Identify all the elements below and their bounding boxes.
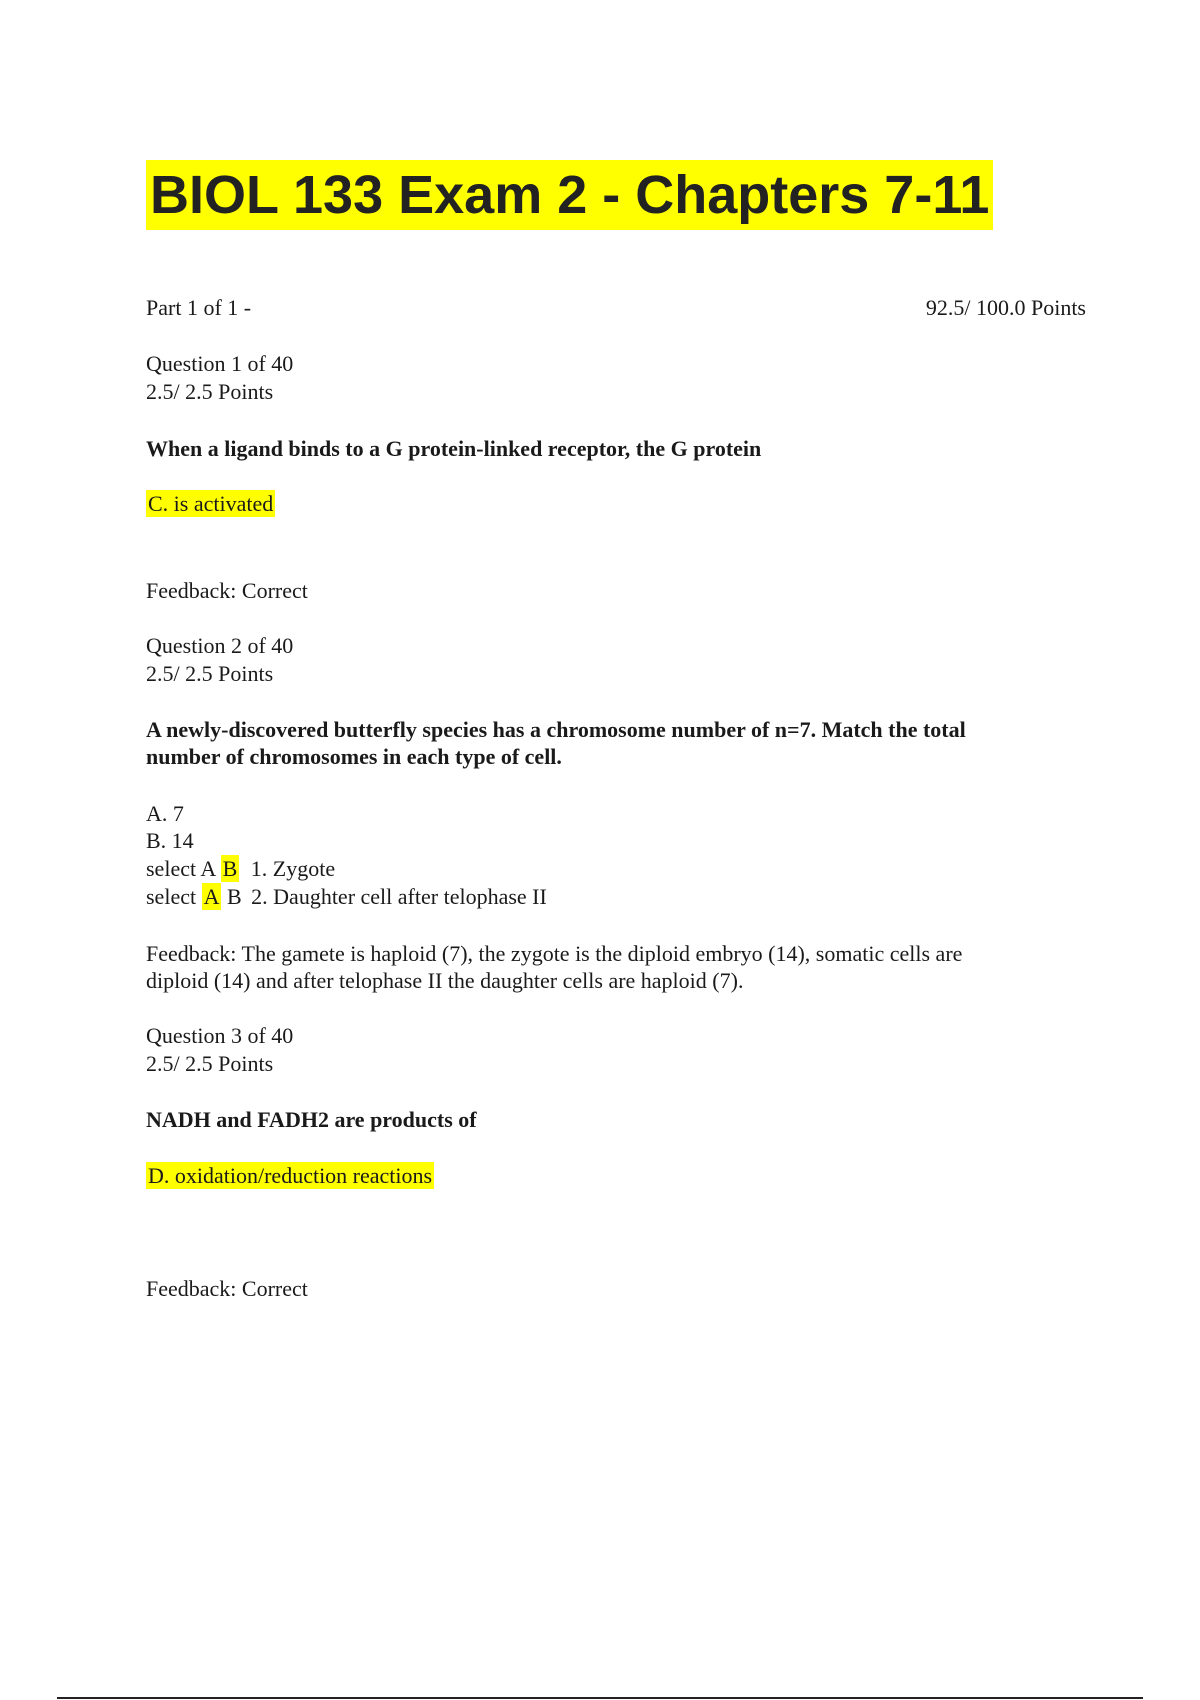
question-feedback: Feedback: Correct	[146, 1276, 308, 1301]
total-points: 92.5/ 100.0 Points	[925, 295, 1086, 320]
select-label: select	[146, 884, 197, 909]
match-choice-b: B	[226, 884, 242, 909]
match-item: 1. Zygote	[250, 856, 336, 881]
question-prompt: When a ligand binds to a G protein-linked receptor, the G protein	[146, 436, 762, 461]
select-label: select	[146, 856, 197, 881]
match-row	[146, 883, 547, 911]
selected-answer	[146, 1162, 434, 1190]
page-title: BIOL 133 Exam 2 - Chapters 7-11	[146, 160, 993, 230]
match-option: A. 7	[146, 801, 184, 826]
match-choice-a-selected: A	[203, 884, 220, 909]
question-number: Question 2 of 40	[146, 633, 294, 658]
selected-answer	[146, 490, 275, 518]
question-points: 2.5/ 2.5 Points	[146, 379, 274, 404]
question-number: Question 3 of 40	[146, 1023, 294, 1048]
match-option: B. 14	[146, 828, 194, 853]
question-prompt	[146, 716, 1086, 770]
match-choice-a: A	[200, 856, 216, 881]
match-row	[146, 855, 335, 883]
answer-highlight: C. is activated	[148, 491, 274, 516]
question-points: 2.5/ 2.5 Points	[146, 661, 274, 686]
feedback-line: Feedback: The gamete is haploid (7), the zygote is the diploid embryo (14), somatic cells are	[146, 941, 963, 966]
match-item: 2. Daughter cell after telophase II	[251, 884, 547, 909]
part-label: Part 1 of 1 -	[146, 295, 252, 320]
question-prompt-line: A newly-discovered butterfly species has a chromosome number of n=7. Match the total	[146, 717, 966, 742]
question-number: Question 1 of 40	[146, 351, 294, 376]
question-feedback: Feedback: Correct	[146, 578, 308, 603]
question-feedback	[146, 940, 1086, 994]
question-points: 2.5/ 2.5 Points	[146, 1051, 274, 1076]
feedback-line: diploid (14) and after telophase II the daughter cells are haploid (7).	[146, 968, 744, 993]
match-choice-b-selected: B	[222, 856, 238, 881]
footer-divider	[57, 1697, 1143, 1699]
answer-highlight: D. oxidation/reduction reactions	[148, 1163, 433, 1188]
question-prompt-line: number of chromosomes in each type of cell.	[146, 744, 562, 769]
question-prompt: NADH and FADH2 are products of	[146, 1107, 477, 1132]
